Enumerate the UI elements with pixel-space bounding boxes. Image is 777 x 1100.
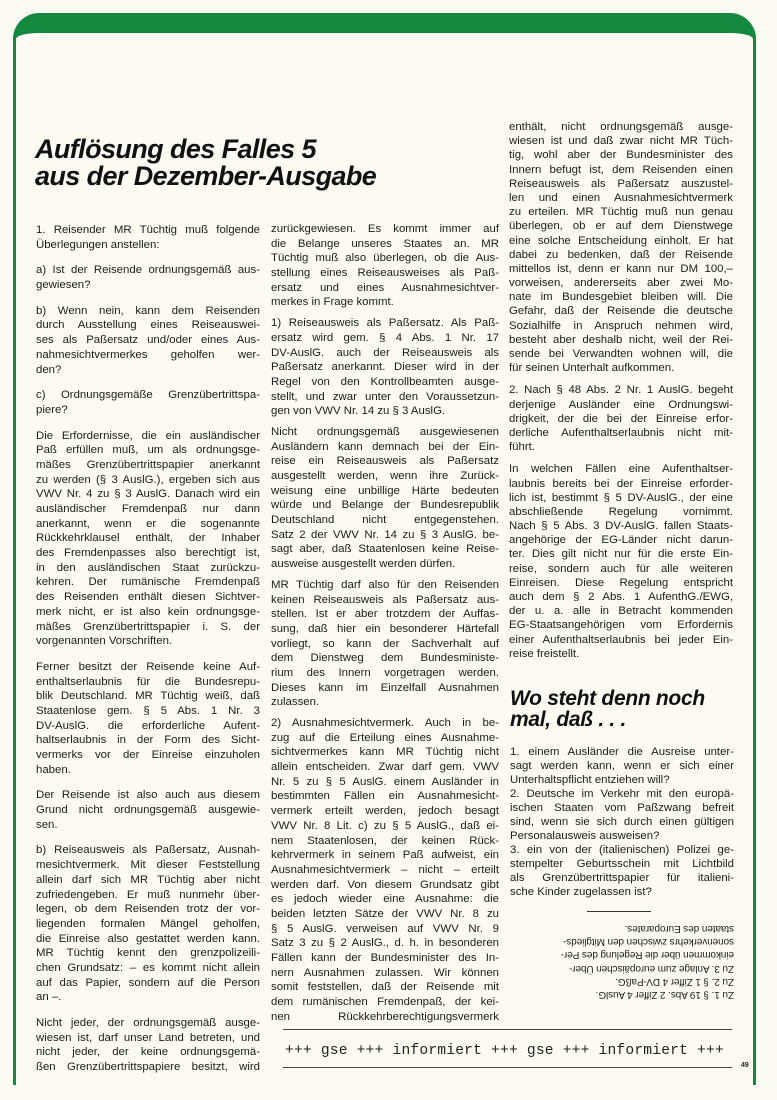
text-line: haltserlaubnis in der Form des Sicht- — [36, 734, 260, 747]
text-line: merk nicht, er ist also kein ordnungsge- — [36, 605, 260, 618]
text-line: zug auf die Erteilung eines Ausnahme- — [271, 731, 499, 744]
text-line: wiesen ist und daß zwar nicht MR Tüch- — [509, 135, 733, 148]
text-line: sagt werden kann, wenn er sich einer — [510, 760, 734, 772]
text-line: reise freistellt. — [509, 647, 580, 660]
quiz-heading — [510, 688, 705, 730]
text-column-left — [36, 223, 260, 1086]
text-line: keinen Reiseausweis als Paßersatz aus- — [271, 593, 499, 606]
text-line: bestimmten Fällen ein Ausnahmesicht- — [271, 790, 499, 803]
text-line: 1. einem Ausländer die Ausreise unter- — [510, 746, 734, 758]
text-line: Reiseausweis als Paßersatz auszustel- — [509, 177, 733, 190]
text-line: zufriedengeben. Er muß nunmehr über- — [36, 888, 260, 901]
text-column-middle — [271, 222, 499, 1030]
text-line: der u. a. alle in Betracht kommenden — [509, 605, 733, 618]
text-line: Sozialhilfe in Anspruch nehmen wird, — [509, 319, 733, 332]
text-line: ersatz wird gem. § 4 Abs. 1 Nr. 17 — [271, 331, 499, 344]
text-line: Rückkehrklausel enthält, der Inhaber — [36, 532, 260, 545]
text-line: VWV Nr. 4 zu § 3 AuslG. Danach wird ein — [36, 488, 260, 501]
text-line: b) Reiseausweis als Paßersatz, Ausnah- — [36, 844, 260, 857]
text-line: Staatenlose gem. § 5 Abs. 1 Nr. 3 — [36, 704, 260, 717]
text-line: vermerks vor der Einreise einzuholen — [36, 749, 260, 761]
text-line: nate im Bundesgebiet bleiben will. Die — [509, 291, 733, 304]
footer-rule-bottom — [283, 1067, 732, 1068]
text-line: sende bei Verwandten wohnen will, die — [509, 348, 733, 360]
text-line: nen Rückkehrberechtigungsvermerk — [271, 1010, 499, 1023]
text-line: reise, sondern auch für alle weiteren — [509, 562, 733, 575]
text-line: Satz 2 der VWV Nr. 14 zu § 3 AuslG. be- — [271, 528, 499, 541]
text-line: würde und Belange der Bundesrepublik — [271, 499, 499, 512]
text-line: als Grenzübertrittspapier für italieni- — [510, 872, 734, 884]
text-line: ischen Staaten vom Paßzwang befreit — [510, 802, 734, 814]
text-line: allein entscheiden. Zwar darf gem. VWV — [271, 761, 499, 774]
paragraph — [36, 660, 260, 778]
text-line: 1) Reiseausweis als Paßersatz. Als Paß- — [271, 317, 499, 330]
text-line: 3. ein von der (italienischen) Polizei ge- — [510, 844, 734, 856]
text-line: blik Deutschland. MR Tüchtig weiß, daß — [36, 690, 260, 703]
text-line: mesichtvermerk. Mit dieser Feststellung — [36, 859, 260, 872]
text-line: mäßes Grenzübertrittspapier anerkannt — [36, 458, 260, 471]
text-line: einer Aufenthaltserlaubnis bei jeder Ein- — [509, 633, 733, 646]
answer-line: sonenverkehrs zwischen den Mitglieds- — [563, 936, 734, 948]
text-line: stempelter Geburtsschein mit Lichtbild — [510, 858, 734, 870]
text-line: DV-AuslG. auch der Reiseausweis als — [271, 346, 499, 359]
paragraph — [36, 388, 260, 417]
text-line: allein darf sich MR Tüchtig aber nicht — [36, 873, 260, 886]
text-line: es jedoch wieder eine Ausnahme: die — [271, 893, 499, 906]
text-line: stellung eines Reiseausweises als Paß- — [271, 267, 499, 280]
paragraph — [36, 429, 260, 649]
text-line: stellen. Ist er aber trotzdem der Auffas- — [271, 608, 499, 621]
text-line: nicht jeder, der keine ordnungsgemä- — [36, 1046, 260, 1059]
answer-line: Zu 1. § 19 Abs. 2 Ziffer 4 AuslG. — [595, 989, 734, 1001]
text-line: des Fremdenpasses also berechtigt ist, — [36, 547, 260, 560]
text-line: legen, ob dem Reisenden trotz der vor- — [36, 903, 260, 916]
text-line: sichtvermerkes kann MR Tüchtig nicht — [271, 746, 499, 759]
text-line: Paß erfüllen muß, um als ordnungsge- — [36, 444, 260, 457]
text-line: 1. Reisender MR Tüchtig muß folgende — [36, 224, 260, 236]
text-line: In welchen Fällen eine Aufenthaltser- — [509, 463, 733, 476]
text-line: lich ist, bestimmt § 5 DV-AuslG., der eine — [509, 491, 733, 504]
text-line: den? — [36, 363, 62, 376]
article-title-line: Auflösung des Falles 5 — [35, 134, 316, 164]
text-line: chen Grundsatz: – es kommt nicht allein — [36, 961, 260, 974]
text-line: 2. Deutsche im Verkehr mit den europä- — [510, 788, 734, 800]
text-line: dem rumänischen Fremdenpaß, der kei- — [271, 996, 499, 1009]
text-line: ßen Grenzübertrittspapiere besitzt, wird — [36, 1061, 260, 1074]
text-line: somit feststellen, daß der Reisende mit — [271, 981, 499, 994]
text-column-right — [509, 120, 733, 669]
text-line: vorliegt, so kann der Sachverhalt auf — [271, 637, 499, 650]
paragraph — [510, 843, 734, 899]
page-number: 49 — [741, 1062, 749, 1069]
text-line: Tüchtig muß also überlegen, ob die Aus- — [271, 252, 499, 265]
quiz-answers-upside-down — [548, 922, 734, 1001]
text-line: dem Dienstweg dem Bundesministe- — [271, 652, 499, 665]
text-line: piere? — [36, 403, 68, 416]
text-line: besteht aber deshalb nicht, weil der Rei- — [509, 333, 733, 346]
text-line: ses als Paßersatz und/oder eines Aus- — [36, 334, 260, 347]
answer-line: Zu 2. § 1 Ziffer 4 DV-PaßG. — [615, 976, 734, 988]
text-line: nem Staatenlosen, der keinen Rück- — [271, 834, 499, 847]
text-line: vorgenannten Vorschriften. — [36, 635, 173, 648]
text-line: beiden letzten Sätze der VWV Nr. 8 zu — [271, 907, 499, 920]
text-line: derliche Aufenthaltserlaubnis nicht mit- — [509, 426, 733, 439]
paragraph — [36, 843, 260, 1005]
paragraph — [271, 578, 499, 710]
text-line: tig, wohl aber der Bundesminister des — [509, 149, 733, 162]
text-line: MR Tüchtig kennt den grenzpolizeili- — [36, 947, 260, 960]
footer-rule-top — [283, 1029, 732, 1030]
text-line: stellt, und zwar unter den Voraussetzun- — [271, 390, 499, 403]
text-line: sung, daß hier ein besonderer Härtefall — [271, 622, 499, 635]
text-line: drigkeit, der die bei der Einreise erfor- — [509, 412, 733, 425]
text-line: angehörige der EG-Länder nicht darun- — [509, 534, 733, 547]
text-line: zurückgewiesen. Es kommt immer auf — [271, 223, 499, 235]
text-line: für seinen Unterhalt aufkommen. — [509, 362, 675, 375]
text-line: gen von VWV Nr. 14 zu § 3 AuslG. — [271, 405, 446, 418]
paragraph — [509, 120, 733, 375]
text-line: VWV Nr. 8 Lit. c) zu § 5 AuslG., daß ei- — [271, 819, 499, 832]
text-line: 2. Nach § 48 Abs. 2 Nr. 1 AuslG. begeht — [509, 384, 733, 397]
text-line: b) Wenn nein, kann dem Reisenden — [36, 304, 260, 317]
paragraph — [510, 745, 734, 787]
paragraph — [271, 316, 499, 419]
text-line: überlegen, ob er auf dem Dienstwege — [509, 220, 733, 233]
text-line: 2) Ausnahmesichtvermerk. Auch in be- — [271, 717, 499, 729]
text-line: Regel von den Kontrollbeamten ausge- — [271, 375, 499, 388]
text-line: des Reisenden enthält diesen Sichtver- — [36, 591, 260, 604]
text-line: Nr. 5 zu § 5 AuslG. einem Ausländer in — [271, 775, 499, 788]
paragraph — [36, 304, 260, 377]
text-line: sind, wenn sie sich durch einen gültigen — [510, 816, 734, 828]
paragraph — [509, 462, 733, 661]
text-line: weisung eine unbillige Härte bedeuten — [271, 484, 499, 497]
paragraph — [36, 788, 260, 832]
text-line: sen. — [36, 818, 58, 831]
paragraph — [36, 1016, 260, 1075]
text-line: auch dem § 2 Abs. 1 AufenthG./EWG, — [509, 591, 733, 603]
text-line: Nicht jeder, der ordnungsgemäß ausge- — [36, 1017, 260, 1029]
text-line: enthält, nicht ordnungsgemäß ausge- — [509, 121, 733, 133]
text-line: ausländischer Fremdenpaß nur dann — [36, 503, 260, 515]
text-line: vermerk erteilt werden, jedoch besagt — [271, 805, 499, 818]
paragraph — [271, 425, 499, 572]
text-line: zu werden (§ 3 AuslG.), ergeben sich aus — [36, 473, 260, 486]
text-line: führt. — [509, 441, 535, 454]
text-line: Einreisen. Diese Regelung entspricht — [509, 576, 733, 589]
text-line: a) Ist der Reisende ordnungsgemäß aus- — [36, 264, 260, 277]
text-line: sagt aber, daß Staatenlosen keine Reise- — [271, 543, 499, 556]
quiz-questions — [510, 745, 734, 899]
text-line: auf das Papier, sondern auf die Person — [36, 976, 260, 989]
text-line: Dieses kann im Einzelfall Ausnahmen — [271, 681, 499, 694]
footer-banner: +++ gse +++ informiert +++ gse +++ informiert +++ — [285, 1043, 724, 1059]
quiz-heading-line: mal, daß . . . — [510, 708, 626, 731]
text-line: Satz 3 zu § 2 AuslG., d. h. in besonderen — [271, 937, 499, 950]
text-line: § 5 AuslG. verweisen auf VWV Nr. 9 — [271, 922, 499, 935]
text-line: gewiesen? — [36, 279, 91, 292]
article-title-line: aus der Dezember-Ausgabe — [35, 161, 377, 191]
text-line: nahmesichtvermerkes geholfen wer- — [36, 348, 260, 361]
text-line: die Belange unseres Staates an. MR — [271, 237, 499, 250]
text-line: Ferner besitzt der Reisende keine Auf- — [36, 660, 260, 673]
text-line: Nicht ordnungsgemäß ausgewiesenen — [271, 425, 499, 438]
text-line: Überlegungen anstellen: — [36, 238, 160, 251]
article-title — [35, 136, 376, 190]
text-line: Innern befugt ist, dem Reisenden einen — [509, 163, 733, 176]
text-line: rium des Innern vorgetragen werden. — [271, 666, 499, 679]
text-line: laubnis bereits bei der Einreise erforder- — [509, 477, 733, 490]
paragraph — [509, 383, 733, 454]
text-line: Grund nicht ordnungsgemäß ausgewie- — [36, 804, 260, 817]
text-line: ausweise ausgestellt werden dürfen. — [271, 558, 456, 571]
text-line: Deutschland nicht entgegenstehen. — [271, 514, 499, 527]
text-line: werden darf. Von diesem Grundsatz gibt — [271, 878, 499, 891]
text-line: reise ein Reiseausweis als Paßersatz — [271, 455, 499, 468]
text-line: Der Reisende ist also auch aus diesem — [36, 789, 260, 802]
answer-line: staaten des Europarates. — [624, 923, 734, 935]
text-line: c) Ordnungsgemäße Grenzübertrittspa- — [36, 389, 260, 402]
text-line: Gefahr, daß der Reisende die deutsche — [509, 305, 733, 318]
text-line: wiesen ist, darf unser Land betreten, und — [36, 1031, 260, 1044]
text-line: mittellos ist, denn er kann nur DM 100,– — [509, 262, 733, 275]
text-line: durch Ausstellung eines Reiseauswei- — [36, 319, 260, 332]
text-line: Ausländern kann demnach bei der Ein- — [271, 440, 499, 453]
text-line: die Einreise also gestattet werden kann. — [36, 932, 260, 945]
text-line: Nach § 5 Abs. 3 DV-AuslG. fallen Staats- — [509, 520, 733, 533]
text-line: haben. — [36, 763, 71, 776]
text-line: kehren. Der rumänische Fremdenpaß — [36, 576, 260, 589]
text-line: dabei zu bedenken, daß der Reisende — [509, 248, 733, 261]
divider — [587, 911, 651, 912]
paragraph — [271, 716, 499, 1024]
paragraph — [36, 263, 260, 292]
text-line: liegenden formalen Mängel geholfen, — [36, 917, 260, 930]
text-line: MR Tüchtig darf also für den Reisenden — [271, 578, 499, 591]
text-line: ter. Dies gilt nicht nur für die erste Ein- — [509, 548, 733, 561]
text-line: kehrvermerk in seinem Paß aufweist, ein — [271, 849, 499, 862]
paragraph — [510, 787, 734, 843]
text-line: DV-AuslG. die erforderliche Aufent- — [36, 719, 260, 732]
text-line: in den ausländischen Staat zurückzu- — [36, 561, 260, 574]
text-line: Fällen kann der Bundesminister des In- — [271, 952, 499, 964]
text-line: merkes in Frage kommt. — [271, 296, 394, 309]
text-line: ausgestellt werden, wenn ihre Zurück- — [271, 470, 499, 482]
text-line: abschließende Regelung vornimmt. — [509, 505, 733, 518]
text-line: nern Ausnahmen zulassen. Wir können — [271, 966, 499, 979]
text-line: Ausnahmesichtvermerk – nicht – erteilt — [271, 863, 499, 876]
text-line: len und einen Ausnahmesichtvermerk — [509, 191, 733, 204]
answer-line: einkommen über die Regelung des Per- — [560, 949, 734, 961]
text-line: enthaltserlaubnis für die Bundesrepu- — [36, 675, 260, 688]
text-line: zulassen. — [271, 696, 320, 709]
text-line: Unterhaltspflicht entziehen will? — [510, 774, 670, 786]
text-line: vorweisen, andererseits aber zwei Mo- — [509, 277, 733, 290]
quiz-heading-line: Wo steht denn noch — [510, 687, 705, 710]
text-line: mäßes Grenzübertrittspapier i. S. der — [36, 620, 260, 633]
paragraph — [271, 222, 499, 310]
text-line: Die Erfordernisse, die ein ausländischer — [36, 429, 260, 442]
text-line: Personalausweis ausweisen? — [510, 830, 660, 842]
text-line: EG-Staatsangehörigen vom Erfordernis — [509, 619, 733, 632]
text-line: sche Kinder zugelassen ist? — [510, 886, 652, 898]
answer-line: Zu 3. Anlage zum europäischen Über- — [569, 962, 734, 974]
text-line: Paßersatz anerkannt. Dieser wird in der — [271, 361, 499, 374]
paragraph — [36, 223, 260, 252]
text-line: derjenige Ausländer eine Ordnungswi- — [509, 398, 733, 411]
text-line: eine solche Entscheidung einholt. Er hat — [509, 234, 733, 247]
text-line: an –. — [36, 991, 62, 1004]
text-line: anerkannt, wenn er die sogenannte — [36, 517, 260, 530]
text-line: zu erteilen. MR Tüchtig muß nun genau — [509, 206, 733, 219]
text-line: ersatz und eines Ausnahmesichtver- — [271, 281, 499, 294]
